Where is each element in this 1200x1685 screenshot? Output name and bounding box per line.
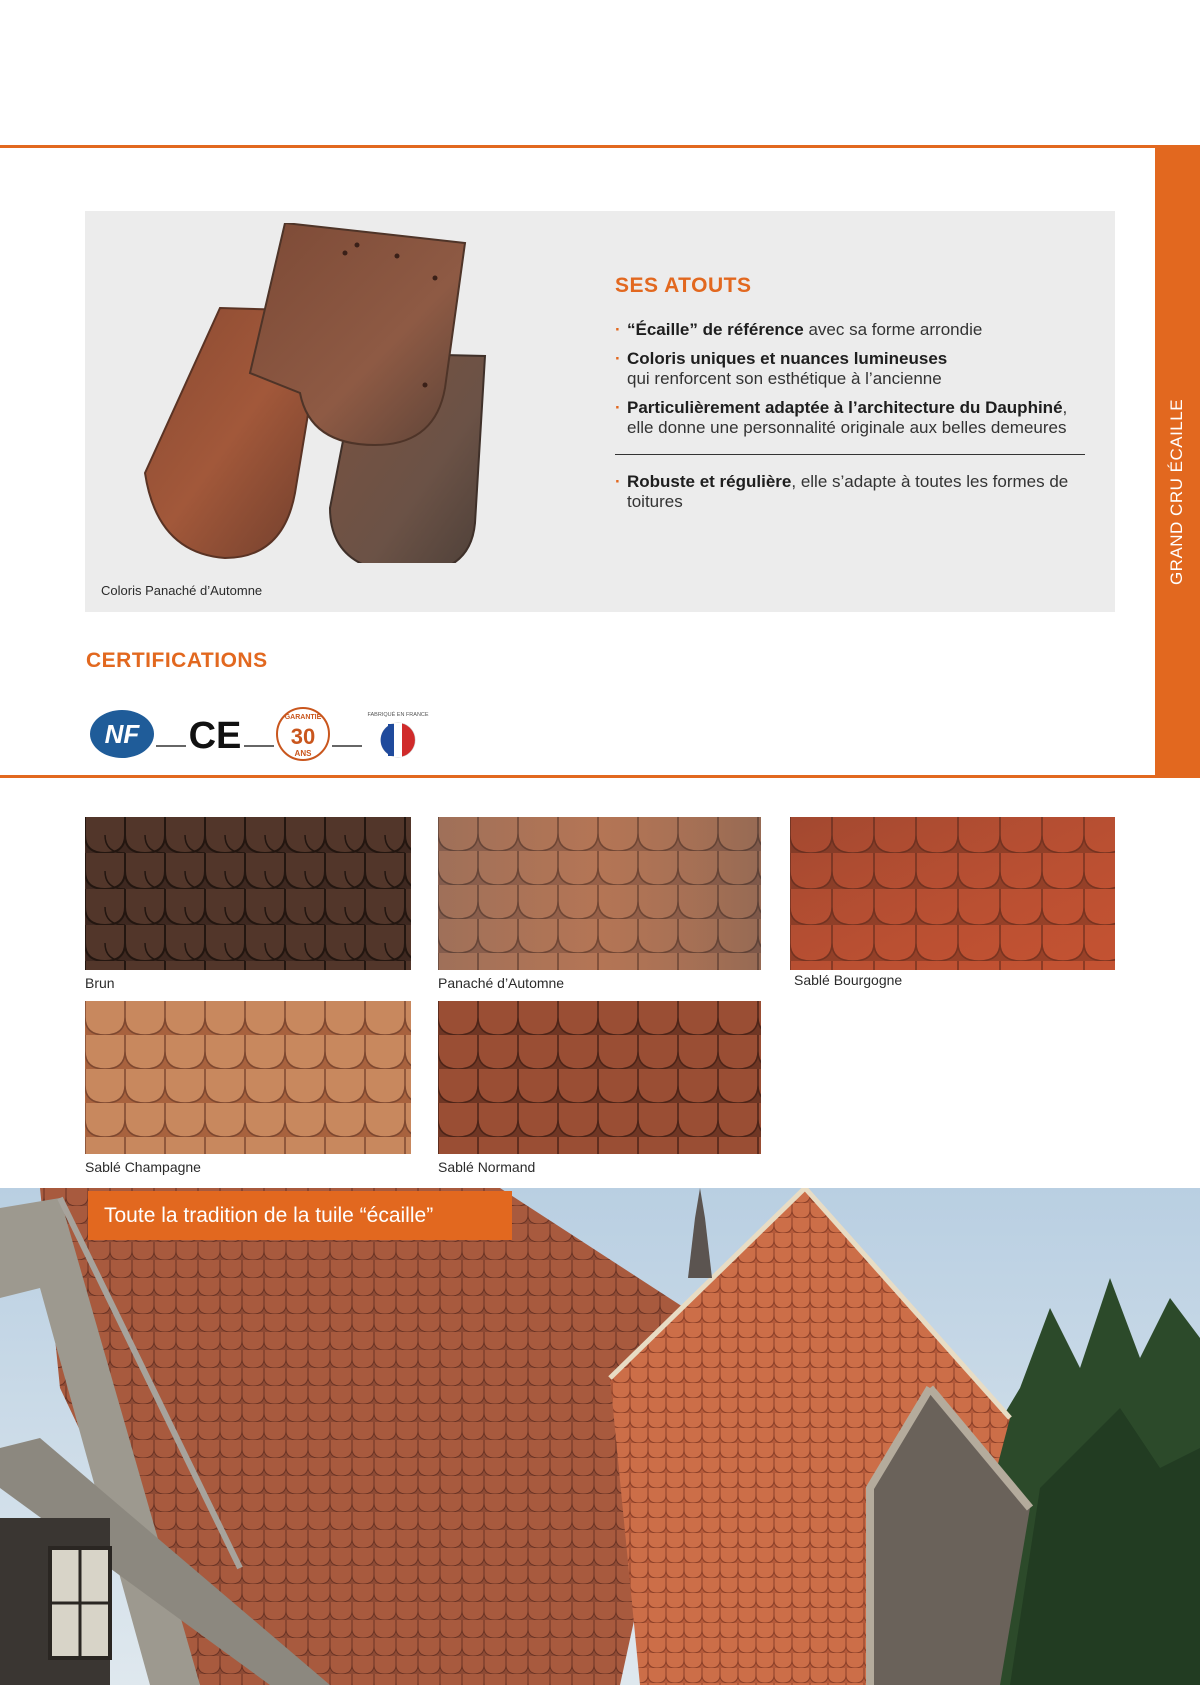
garantie-number: 30 xyxy=(290,724,316,749)
hero-panel xyxy=(85,211,1115,612)
atout-item xyxy=(615,398,1095,438)
swatch-champagne xyxy=(85,1001,411,1154)
photo-banner: Toute la tradition de la tuile “écaille” xyxy=(88,1191,512,1240)
top-orange-rule xyxy=(0,145,1155,148)
atout-bold: Particulièrement adaptée à l’architecture du Dauphiné xyxy=(627,398,1063,417)
atout-text: , elle s’adapte à toutes les formes de toitures xyxy=(627,472,1069,511)
garantie-bottom-text: ANS xyxy=(294,749,312,758)
fabrique-en-france-logo xyxy=(367,711,428,757)
atout-text: avec sa forme arrondie xyxy=(803,320,983,339)
swatch-label: Sablé Champagne xyxy=(85,1159,201,1175)
swatch-image xyxy=(438,1001,761,1154)
swatch-label: Brun xyxy=(85,975,115,991)
ce-logo-text: CE xyxy=(188,715,242,757)
atout-text: qui renforcent son esthétique à l’ancienne xyxy=(627,369,942,388)
garantie-top-text: GARANTIE xyxy=(284,714,322,721)
ce-logo xyxy=(189,715,242,757)
atouts-divider xyxy=(615,454,1085,455)
bullet-icon: · xyxy=(615,472,621,491)
garantie-logo xyxy=(277,708,329,760)
roof-photo xyxy=(0,1188,1200,1685)
swatch-image xyxy=(438,817,761,970)
nf-logo xyxy=(90,710,154,758)
atout-item xyxy=(615,349,1095,389)
swatch-label: Panaché d’Automne xyxy=(438,975,565,991)
atout-bold: “Écaille” de référence xyxy=(627,320,804,339)
fabrique-text: FABRIQUÉ EN FRANCE xyxy=(367,712,429,718)
swatch-bourgogne xyxy=(790,817,1116,970)
atout-bold: Robuste et régulière xyxy=(627,472,792,491)
bullet-icon: · xyxy=(615,349,621,368)
atouts-block xyxy=(615,274,1095,521)
certification-logos xyxy=(88,706,438,762)
atout-item xyxy=(615,472,1095,512)
atout-bold: Coloris uniques et nuances lumineuses xyxy=(627,349,948,368)
nf-logo-text: NF xyxy=(104,719,140,749)
swatch-panache xyxy=(438,817,764,970)
swatch-label: Sablé Bourgogne xyxy=(794,972,903,988)
atouts-title: SES ATOUTS xyxy=(615,274,752,297)
tile-caption: Coloris Panaché d’Automne xyxy=(101,583,263,598)
roof-photo-image xyxy=(0,1188,1200,1685)
certifications-title: CERTIFICATIONS xyxy=(86,649,268,672)
bullet-icon: · xyxy=(615,398,621,417)
bullet-icon: · xyxy=(615,320,621,339)
swatch-label: Sablé Normand xyxy=(438,1159,536,1175)
swatch-image xyxy=(790,817,1115,970)
swatch-image xyxy=(85,817,411,970)
swatch-image xyxy=(85,1001,411,1154)
atout-text: , elle donne une personnalité originale aux belles demeures xyxy=(627,398,1068,437)
swatch-normand xyxy=(438,1001,764,1154)
mid-orange-rule xyxy=(0,775,1155,778)
atout-item xyxy=(615,320,1095,340)
tile-product-image xyxy=(135,223,515,563)
side-label: GRAND CRU ÉCAILLE xyxy=(1167,398,1186,586)
swatch-brun xyxy=(85,817,411,970)
